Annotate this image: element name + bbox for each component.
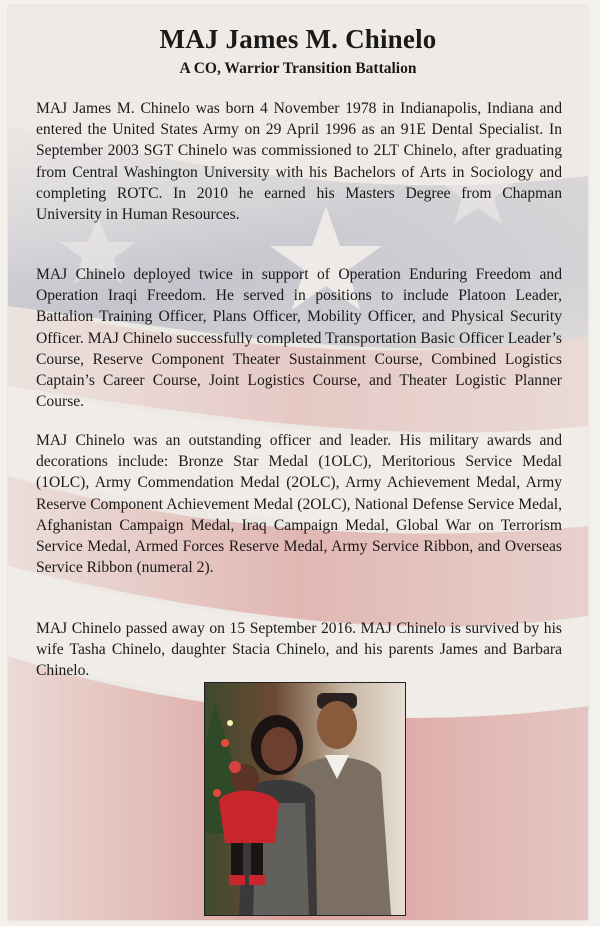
family-photo-image [205,683,405,915]
family-photo [204,682,406,916]
memorial-page [8,6,588,920]
paragraph-survivors: MAJ Chinelo passed away on 15 September 2016. MAJ Chinelo is survived by his wife Tasha Chinelo, daughter Stacia Chinelo, and his parents James and Barbara Chinelo. [36,620,562,680]
paragraph-awards: MAJ Chinelo was an outstanding officer and leader. His military awards and decorations include: Bronze Star Medal (1OLC), Meritorious Service Medal (1OLC), Army Commendation Medal (2OLC), Army Achievement Medal, Army Reserve Component Achievement Medal (2OLC), National Defense Service Medal, Afghanistan Campaign Medal, Iraq Campaign Medal, Global War on Terrorism Service Medal, Armed Forces Reserve Medal, Army Service Ribbon, and Overseas Service Ribbon (numeral 2). [36,432,562,577]
page-subtitle: A CO, Warrior Transition Battalion [179,60,417,77]
paragraph-service: MAJ Chinelo deployed twice in support of Operation Enduring Freedom and Operation Iraqi Freedom. He served in positions to include Platoon Leader, Battalion Training Officer, Plans Officer, Mobility Officer, and Physical Security Officer. MAJ Chinelo successfully completed Transportation Basic Officer Leader’s Course, Reserve Component Theater Sustainment Course, Combined Logistics Captain’s Career Course, Joint Logistics Course, and Theater Logistic Planner Course. [36,266,562,411]
page-title: MAJ James M. Chinelo [159,24,437,54]
paragraph-biography: MAJ James M. Chinelo was born 4 November 1978 in Indianapolis, Indiana and entered the United States Army on 29 April 1996 as an 91E Dental Specialist. In September 2003 SGT Chinelo was commissioned to 2LT Chinelo, after graduating from Central Washington University with his Bachelors of Arts in Sociology and completing ROTC. In 2010 he earned his Masters Degree from Chapman University in Human Resources. [36,100,562,224]
